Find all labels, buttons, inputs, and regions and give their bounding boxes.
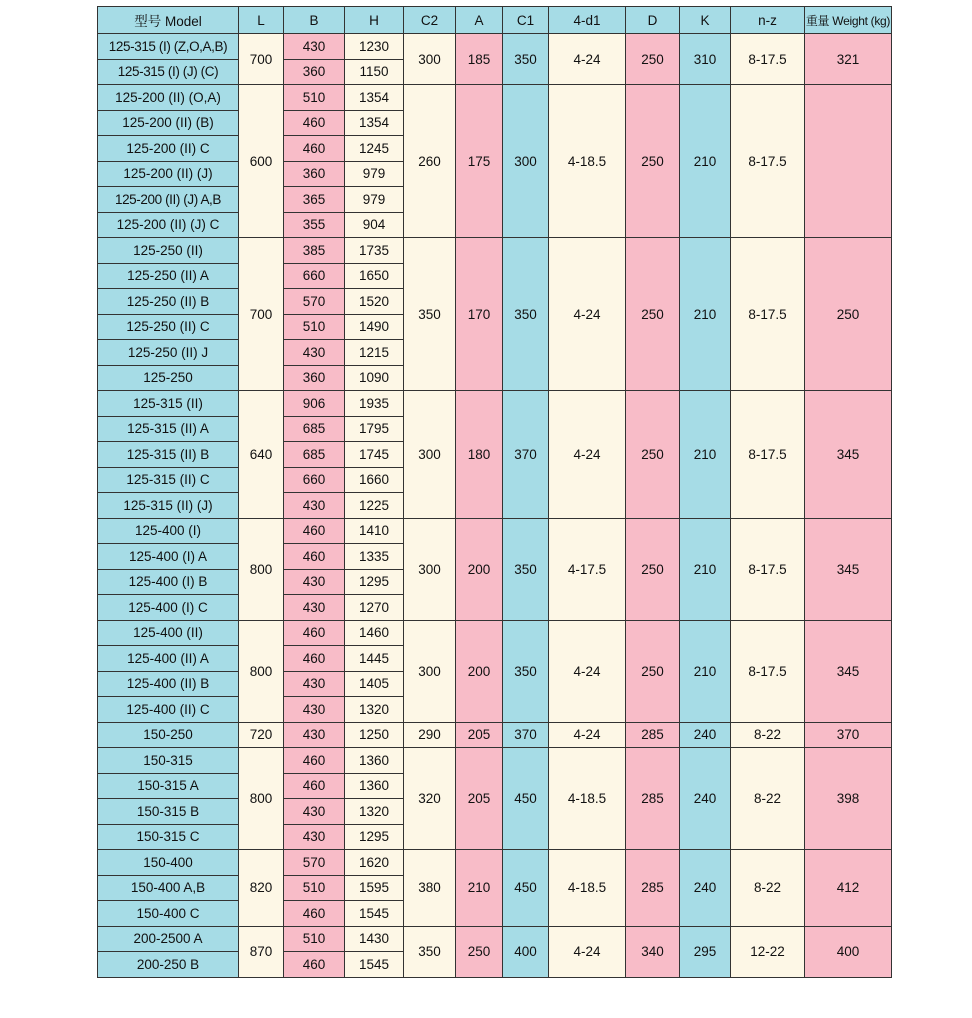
model-cell: 150-400 C: [98, 901, 239, 927]
cell-n-z: 8-17.5: [731, 391, 805, 519]
cell-h: 1520: [345, 289, 404, 315]
cell-b: 430: [284, 569, 345, 595]
cell-h: 1225: [345, 493, 404, 519]
cell-k: 240: [680, 722, 731, 748]
cell-h: 1460: [345, 620, 404, 646]
cell-4-d1: 4-24: [549, 926, 626, 977]
cell-d: 285: [626, 722, 680, 748]
cell-k: 240: [680, 748, 731, 850]
cell-h: 1545: [345, 952, 404, 978]
cell-b: 570: [284, 850, 345, 876]
cell-n-z: 8-17.5: [731, 85, 805, 238]
cell-weight: 412: [805, 850, 892, 927]
cell-c1: 400: [503, 926, 549, 977]
table-row: [98, 620, 892, 646]
header-d: D: [626, 7, 680, 34]
model-cell: 125-315 (II) B: [98, 442, 239, 468]
cell-l: 640: [239, 391, 284, 519]
model-cell: 125-400 (II) A: [98, 646, 239, 672]
cell-weight: 345: [805, 391, 892, 519]
cell-h: 1150: [345, 59, 404, 85]
cell-k: 210: [680, 620, 731, 722]
cell-h: 904: [345, 212, 404, 238]
cell-h: 1545: [345, 901, 404, 927]
cell-h: 1295: [345, 569, 404, 595]
cell-h: 979: [345, 161, 404, 187]
table-row: [98, 926, 892, 952]
cell-b: 460: [284, 748, 345, 774]
cell-c2: 290: [404, 722, 456, 748]
cell-a: 205: [456, 748, 503, 850]
cell-c1: 450: [503, 748, 549, 850]
cell-h: 1230: [345, 34, 404, 60]
cell-a: 185: [456, 34, 503, 85]
cell-b: 685: [284, 442, 345, 468]
model-cell: 125-400 (II): [98, 620, 239, 646]
cell-b: 360: [284, 59, 345, 85]
cell-c2: 260: [404, 85, 456, 238]
table-row: [98, 34, 892, 60]
model-cell: 125-315 (II) A: [98, 416, 239, 442]
cell-n-z: 8-22: [731, 722, 805, 748]
cell-b: 685: [284, 416, 345, 442]
cell-a: 170: [456, 238, 503, 391]
header-model: 型号 Model: [98, 7, 239, 34]
model-cell: 125-250 (II) B: [98, 289, 239, 315]
table-row: [98, 238, 892, 264]
cell-b: 460: [284, 544, 345, 570]
cell-b: 385: [284, 238, 345, 264]
cell-h: 1430: [345, 926, 404, 952]
cell-h: 1490: [345, 314, 404, 340]
model-cell: 125-200 (II) (J) A,B: [98, 187, 239, 213]
cell-c2: 300: [404, 518, 456, 620]
cell-b: 430: [284, 493, 345, 519]
cell-weight: 370: [805, 722, 892, 748]
cell-a: 200: [456, 518, 503, 620]
cell-weight: 345: [805, 620, 892, 722]
cell-weight: 398: [805, 748, 892, 850]
model-cell: 125-250 (II): [98, 238, 239, 264]
model-cell: 125-315 (I) (Z,O,A,B): [98, 34, 239, 60]
cell-b: 510: [284, 926, 345, 952]
cell-b: 510: [284, 314, 345, 340]
cell-l: 720: [239, 722, 284, 748]
cell-n-z: 8-17.5: [731, 518, 805, 620]
cell-k: 210: [680, 391, 731, 519]
cell-b: 460: [284, 646, 345, 672]
cell-l: 870: [239, 926, 284, 977]
cell-h: 1215: [345, 340, 404, 366]
cell-b: 460: [284, 518, 345, 544]
model-cell: 125-400 (I) C: [98, 595, 239, 621]
cell-b: 570: [284, 289, 345, 315]
cell-k: 210: [680, 238, 731, 391]
model-cell: 125-200 (II) (J) C: [98, 212, 239, 238]
model-cell: 125-200 (II) (J): [98, 161, 239, 187]
model-cell: 150-315: [98, 748, 239, 774]
cell-h: 1320: [345, 799, 404, 825]
pump-dimension-table: [97, 6, 892, 978]
model-cell: 125-400 (I) B: [98, 569, 239, 595]
table-row: [98, 391, 892, 417]
cell-a: 175: [456, 85, 503, 238]
cell-c2: 350: [404, 926, 456, 977]
cell-d: 250: [626, 238, 680, 391]
cell-c2: 300: [404, 620, 456, 722]
cell-b: 660: [284, 467, 345, 493]
cell-a: 250: [456, 926, 503, 977]
cell-h: 1405: [345, 671, 404, 697]
cell-h: 1410: [345, 518, 404, 544]
model-cell: 125-315 (II) C: [98, 467, 239, 493]
cell-b: 430: [284, 824, 345, 850]
header-weight: 重量 Weight (kg): [805, 7, 892, 34]
cell-b: 460: [284, 110, 345, 136]
cell-d: 285: [626, 850, 680, 927]
model-cell: 125-200 (II) (O,A): [98, 85, 239, 111]
header-a: A: [456, 7, 503, 34]
cell-n-z: 8-17.5: [731, 238, 805, 391]
cell-weight: 321: [805, 34, 892, 85]
header-row: [98, 7, 892, 34]
cell-4-d1: 4-24: [549, 34, 626, 85]
cell-h: 1354: [345, 85, 404, 111]
cell-weight: 400: [805, 926, 892, 977]
cell-b: 430: [284, 799, 345, 825]
cell-h: 1445: [345, 646, 404, 672]
cell-l: 800: [239, 620, 284, 722]
cell-b: 510: [284, 85, 345, 111]
cell-n-z: 8-22: [731, 850, 805, 927]
cell-d: 250: [626, 34, 680, 85]
cell-h: 1660: [345, 467, 404, 493]
header-b: B: [284, 7, 345, 34]
cell-c2: 300: [404, 34, 456, 85]
header-l: L: [239, 7, 284, 34]
cell-h: 1335: [345, 544, 404, 570]
cell-h: 1354: [345, 110, 404, 136]
cell-b: 460: [284, 773, 345, 799]
cell-k: 210: [680, 518, 731, 620]
model-cell: 125-200 (II) C: [98, 136, 239, 162]
cell-d: 250: [626, 620, 680, 722]
table-header: [98, 7, 892, 34]
cell-c1: 350: [503, 518, 549, 620]
cell-b: 460: [284, 901, 345, 927]
header-4-d1: 4-d1: [549, 7, 626, 34]
model-cell: 125-315 (II) (J): [98, 493, 239, 519]
cell-weight: [805, 85, 892, 238]
cell-b: 430: [284, 595, 345, 621]
cell-4-d1: 4-18.5: [549, 748, 626, 850]
cell-b: 360: [284, 161, 345, 187]
cell-h: 1620: [345, 850, 404, 876]
cell-n-z: 8-17.5: [731, 34, 805, 85]
cell-h: 1595: [345, 875, 404, 901]
cell-4-d1: 4-24: [549, 238, 626, 391]
model-cell: 125-250 (II) J: [98, 340, 239, 366]
cell-b: 906: [284, 391, 345, 417]
cell-c1: 450: [503, 850, 549, 927]
cell-k: 210: [680, 85, 731, 238]
model-cell: 150-315 B: [98, 799, 239, 825]
cell-n-z: 12-22: [731, 926, 805, 977]
cell-a: 210: [456, 850, 503, 927]
cell-b: 460: [284, 952, 345, 978]
cell-c2: 350: [404, 238, 456, 391]
model-cell: 200-2500 A: [98, 926, 239, 952]
cell-h: 979: [345, 187, 404, 213]
cell-h: 1360: [345, 748, 404, 774]
model-cell: 125-400 (II) B: [98, 671, 239, 697]
cell-l: 800: [239, 518, 284, 620]
cell-h: 1795: [345, 416, 404, 442]
cell-d: 250: [626, 518, 680, 620]
cell-h: 1735: [345, 238, 404, 264]
cell-c2: 320: [404, 748, 456, 850]
cell-h: 1935: [345, 391, 404, 417]
model-cell: 125-400 (I) A: [98, 544, 239, 570]
cell-a: 205: [456, 722, 503, 748]
cell-b: 510: [284, 875, 345, 901]
cell-l: 800: [239, 748, 284, 850]
model-cell: 150-250: [98, 722, 239, 748]
cell-d: 250: [626, 85, 680, 238]
cell-h: 1245: [345, 136, 404, 162]
cell-b: 430: [284, 340, 345, 366]
cell-k: 310: [680, 34, 731, 85]
table-row: [98, 748, 892, 774]
cell-c2: 380: [404, 850, 456, 927]
model-cell: 125-250 (II) A: [98, 263, 239, 289]
cell-d: 285: [626, 748, 680, 850]
table-body: [98, 34, 892, 978]
cell-l: 820: [239, 850, 284, 927]
cell-b: 430: [284, 671, 345, 697]
cell-l: 700: [239, 238, 284, 391]
model-cell: 125-250: [98, 365, 239, 391]
model-cell: 150-400: [98, 850, 239, 876]
cell-c1: 300: [503, 85, 549, 238]
model-cell: 150-315 C: [98, 824, 239, 850]
cell-a: 180: [456, 391, 503, 519]
cell-c1: 370: [503, 722, 549, 748]
cell-h: 1745: [345, 442, 404, 468]
cell-b: 430: [284, 34, 345, 60]
cell-k: 295: [680, 926, 731, 977]
cell-4-d1: 4-24: [549, 391, 626, 519]
header-k: K: [680, 7, 731, 34]
model-cell: 125-400 (II) C: [98, 697, 239, 723]
header-n-z: n-z: [731, 7, 805, 34]
cell-h: 1090: [345, 365, 404, 391]
cell-4-d1: 4-17.5: [549, 518, 626, 620]
header-c1: C1: [503, 7, 549, 34]
cell-b: 430: [284, 722, 345, 748]
cell-l: 700: [239, 34, 284, 85]
cell-c1: 350: [503, 34, 549, 85]
cell-l: 600: [239, 85, 284, 238]
cell-b: 365: [284, 187, 345, 213]
cell-b: 430: [284, 697, 345, 723]
cell-weight: 250: [805, 238, 892, 391]
model-cell: 150-400 A,B: [98, 875, 239, 901]
cell-h: 1360: [345, 773, 404, 799]
cell-n-z: 8-22: [731, 748, 805, 850]
model-cell: 200-250 B: [98, 952, 239, 978]
cell-b: 460: [284, 620, 345, 646]
table-row: [98, 722, 892, 748]
model-cell: 125-315 (I) (J) (C): [98, 59, 239, 85]
cell-d: 250: [626, 391, 680, 519]
cell-h: 1320: [345, 697, 404, 723]
cell-n-z: 8-17.5: [731, 620, 805, 722]
cell-b: 360: [284, 365, 345, 391]
cell-c1: 350: [503, 238, 549, 391]
table-row: [98, 518, 892, 544]
model-cell: 125-315 (II): [98, 391, 239, 417]
header-c2: C2: [404, 7, 456, 34]
cell-h: 1295: [345, 824, 404, 850]
cell-weight: 345: [805, 518, 892, 620]
cell-k: 240: [680, 850, 731, 927]
cell-h: 1650: [345, 263, 404, 289]
cell-b: 460: [284, 136, 345, 162]
cell-d: 340: [626, 926, 680, 977]
cell-4-d1: 4-24: [549, 620, 626, 722]
table-row: [98, 85, 892, 111]
model-cell: 150-315 A: [98, 773, 239, 799]
header-h: H: [345, 7, 404, 34]
cell-h: 1250: [345, 722, 404, 748]
cell-b: 660: [284, 263, 345, 289]
cell-c1: 370: [503, 391, 549, 519]
table-row: [98, 850, 892, 876]
model-cell: 125-250 (II) C: [98, 314, 239, 340]
cell-b: 355: [284, 212, 345, 238]
cell-4-d1: 4-24: [549, 722, 626, 748]
model-cell: 125-400 (I): [98, 518, 239, 544]
cell-4-d1: 4-18.5: [549, 85, 626, 238]
cell-c2: 300: [404, 391, 456, 519]
cell-h: 1270: [345, 595, 404, 621]
model-cell: 125-200 (II) (B): [98, 110, 239, 136]
cell-4-d1: 4-18.5: [549, 850, 626, 927]
cell-c1: 350: [503, 620, 549, 722]
cell-a: 200: [456, 620, 503, 722]
